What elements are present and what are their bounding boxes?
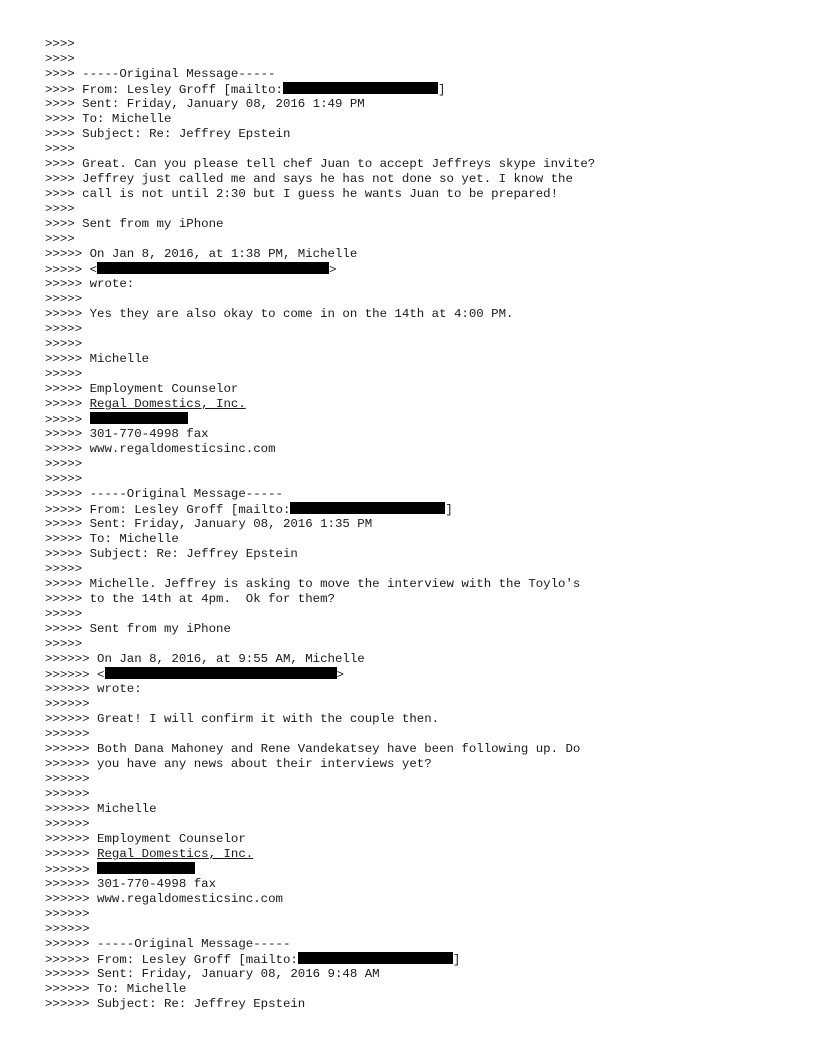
line-text-suffix: > xyxy=(336,668,344,682)
line-text: >>>>>> Employment Counselor xyxy=(45,832,246,846)
text-line xyxy=(45,157,785,172)
text-line xyxy=(45,862,785,877)
line-text: >>>>>> Subject: Re: Jeffrey Epstein xyxy=(45,997,306,1011)
text-line xyxy=(45,727,785,742)
text-line xyxy=(45,577,785,592)
text-line xyxy=(45,382,785,397)
line-text: >>>>> xyxy=(45,607,83,621)
redaction-block xyxy=(105,667,337,679)
line-text: >>>> From: Lesley Groff [mailto: xyxy=(45,83,283,97)
line-text: >>>> xyxy=(45,37,75,51)
text-line xyxy=(45,757,785,772)
line-text: >>>>>> < xyxy=(45,668,105,682)
text-line xyxy=(45,352,785,367)
line-text: >>>>> xyxy=(45,562,83,576)
text-line xyxy=(45,592,785,607)
redaction-block xyxy=(97,862,195,874)
text-line xyxy=(45,232,785,247)
text-line xyxy=(45,172,785,187)
line-text: >>>> To: Michelle xyxy=(45,112,172,126)
line-text: >>>>>> -----Original Message----- xyxy=(45,937,291,951)
text-line xyxy=(45,37,785,52)
text-line xyxy=(45,292,785,307)
line-text: >>>>>> xyxy=(45,697,90,711)
text-line xyxy=(45,607,785,622)
line-text: >>>>> xyxy=(45,413,90,427)
text-line xyxy=(45,487,785,502)
text-line xyxy=(45,682,785,697)
text-line xyxy=(45,697,785,712)
text-line xyxy=(45,337,785,352)
redaction-block xyxy=(283,82,438,94)
text-line xyxy=(45,532,785,547)
redaction-block xyxy=(290,502,445,514)
text-line xyxy=(45,397,785,412)
line-text: >>>>>> wrote: xyxy=(45,682,142,696)
text-line xyxy=(45,202,785,217)
line-text: >>>>> Sent from my iPhone xyxy=(45,622,231,636)
line-text: >>>>> To: Michelle xyxy=(45,532,179,546)
line-text: >>>> call is not until 2:30 but I guess he wants Juan to be prepared! xyxy=(45,187,559,201)
line-text: >>>> -----Original Message----- xyxy=(45,67,276,81)
text-line xyxy=(45,82,785,97)
text-line xyxy=(45,742,785,757)
text-line xyxy=(45,622,785,637)
line-text: >>>>>> To: Michelle xyxy=(45,982,187,996)
text-line xyxy=(45,802,785,817)
text-line xyxy=(45,652,785,667)
line-text: >>>>> Regal Domestics, Inc. xyxy=(45,397,246,411)
text-line xyxy=(45,877,785,892)
line-text: >>>>> Michelle xyxy=(45,352,150,366)
line-text: >>>>> Employment Counselor xyxy=(45,382,239,396)
line-text: >>>>> From: Lesley Groff [mailto: xyxy=(45,503,291,517)
text-line xyxy=(45,772,785,787)
line-text: >>>> xyxy=(45,202,75,216)
text-line xyxy=(45,982,785,997)
text-line xyxy=(45,277,785,292)
line-text: >>>>> -----Original Message----- xyxy=(45,487,283,501)
line-text: >>>>>> Sent: Friday, January 08, 2016 9:48 AM xyxy=(45,967,380,981)
redaction-block xyxy=(97,262,329,274)
text-line xyxy=(45,367,785,382)
line-text: >>>>>> xyxy=(45,817,90,831)
line-text: >>>>> < xyxy=(45,263,98,277)
text-line xyxy=(45,442,785,457)
text-line xyxy=(45,472,785,487)
line-text-suffix: ] xyxy=(452,953,461,967)
text-line xyxy=(45,997,785,1012)
line-text: >>>>>> xyxy=(45,727,90,741)
line-text: >>>>>> Great! I will confirm it with the couple then. xyxy=(45,712,440,726)
text-line xyxy=(45,427,785,442)
line-text: >>>>>> From: Lesley Groff [mailto: xyxy=(45,953,298,967)
line-text: >>>> xyxy=(45,142,75,156)
text-line xyxy=(45,217,785,232)
text-line xyxy=(45,952,785,967)
text-line xyxy=(45,817,785,832)
line-text: >>>>>> Michelle xyxy=(45,802,157,816)
line-text: >>>>>> xyxy=(45,863,98,877)
text-line xyxy=(45,142,785,157)
text-line xyxy=(45,52,785,67)
text-line xyxy=(45,502,785,517)
line-text: >>>>> xyxy=(45,292,83,306)
line-text: >>>>>> xyxy=(45,787,90,801)
line-text: >>>>> 301-770-4998 fax xyxy=(45,427,209,441)
line-text: >>>>> www.regaldomesticsinc.com xyxy=(45,442,276,456)
text-line xyxy=(45,112,785,127)
redaction-block xyxy=(90,412,188,424)
text-line xyxy=(45,937,785,952)
text-line xyxy=(45,127,785,142)
text-line xyxy=(45,307,785,322)
text-line xyxy=(45,922,785,937)
line-text: >>>>> xyxy=(45,457,83,471)
text-line xyxy=(45,847,785,862)
line-text: >>>> xyxy=(45,52,75,66)
line-text: >>>>> to the 14th at 4pm. Ok for them? xyxy=(45,592,335,606)
line-text: >>>>> Sent: Friday, January 08, 2016 1:35 PM xyxy=(45,517,373,531)
line-text: >>>> Sent: Friday, January 08, 2016 1:49 PM xyxy=(45,97,365,111)
line-text: >>>> Sent from my iPhone xyxy=(45,217,224,231)
line-text: >>>> Subject: Re: Jeffrey Epstein xyxy=(45,127,291,141)
text-line xyxy=(45,457,785,472)
line-text: >>>>>> www.regaldomesticsinc.com xyxy=(45,892,283,906)
text-line xyxy=(45,787,785,802)
line-text: >>>>>> xyxy=(45,922,90,936)
text-line xyxy=(45,97,785,112)
line-text: >>>> Great. Can you please tell chef Juan to accept Jeffreys skype invite? xyxy=(45,157,596,171)
line-text: >>>>> xyxy=(45,367,83,381)
line-text: >>>>> xyxy=(45,337,83,351)
text-line xyxy=(45,907,785,922)
text-line xyxy=(45,262,785,277)
text-line xyxy=(45,187,785,202)
text-line xyxy=(45,967,785,982)
line-text: >>>>> On Jan 8, 2016, at 1:38 PM, Michelle xyxy=(45,247,358,261)
line-text: >>>>>> On Jan 8, 2016, at 9:55 AM, Michelle xyxy=(45,652,365,666)
text-line xyxy=(45,322,785,337)
text-line xyxy=(45,712,785,727)
line-text-suffix: ] xyxy=(445,503,453,517)
line-text: >>>>> xyxy=(45,322,83,336)
line-text: >>>>> Subject: Re: Jeffrey Epstein xyxy=(45,547,298,561)
line-text: >>>>>> you have any news about their interviews yet? xyxy=(45,757,432,771)
text-line xyxy=(45,412,785,427)
line-text-suffix: > xyxy=(329,263,337,277)
line-text: >>>>>> 301-770-4998 fax xyxy=(45,877,217,891)
text-line xyxy=(45,67,785,82)
line-text: >>>>>> xyxy=(45,772,90,786)
line-text: >>>> xyxy=(45,232,75,246)
text-line xyxy=(45,832,785,847)
line-text: >>>>> Michelle. Jeffrey is asking to move the interview with the Toylo's xyxy=(45,577,581,591)
line-text: >>>>> xyxy=(45,472,83,486)
line-text: >>>>>> xyxy=(45,907,90,921)
text-line xyxy=(45,562,785,577)
text-line xyxy=(45,667,785,682)
line-text: >>>>> wrote: xyxy=(45,277,135,291)
line-text: >>>>>> Regal Domestics, Inc. xyxy=(45,847,254,861)
text-line xyxy=(45,247,785,262)
line-text: >>>> Jeffrey just called me and says he has not done so yet. I know the xyxy=(45,172,573,186)
text-line xyxy=(45,637,785,652)
line-text: >>>>> Yes they are also okay to come in on the 14th at 4:00 PM. xyxy=(45,307,514,321)
line-text: >>>>>> Both Dana Mahoney and Rene Vandekatsey have been following up. Do xyxy=(45,742,581,756)
redaction-block xyxy=(298,952,453,964)
line-text: >>>>> xyxy=(45,637,83,651)
text-line xyxy=(45,517,785,532)
line-text-suffix: ] xyxy=(437,83,446,97)
text-line xyxy=(45,547,785,562)
text-line xyxy=(45,892,785,907)
email-thread-document xyxy=(45,37,785,1012)
